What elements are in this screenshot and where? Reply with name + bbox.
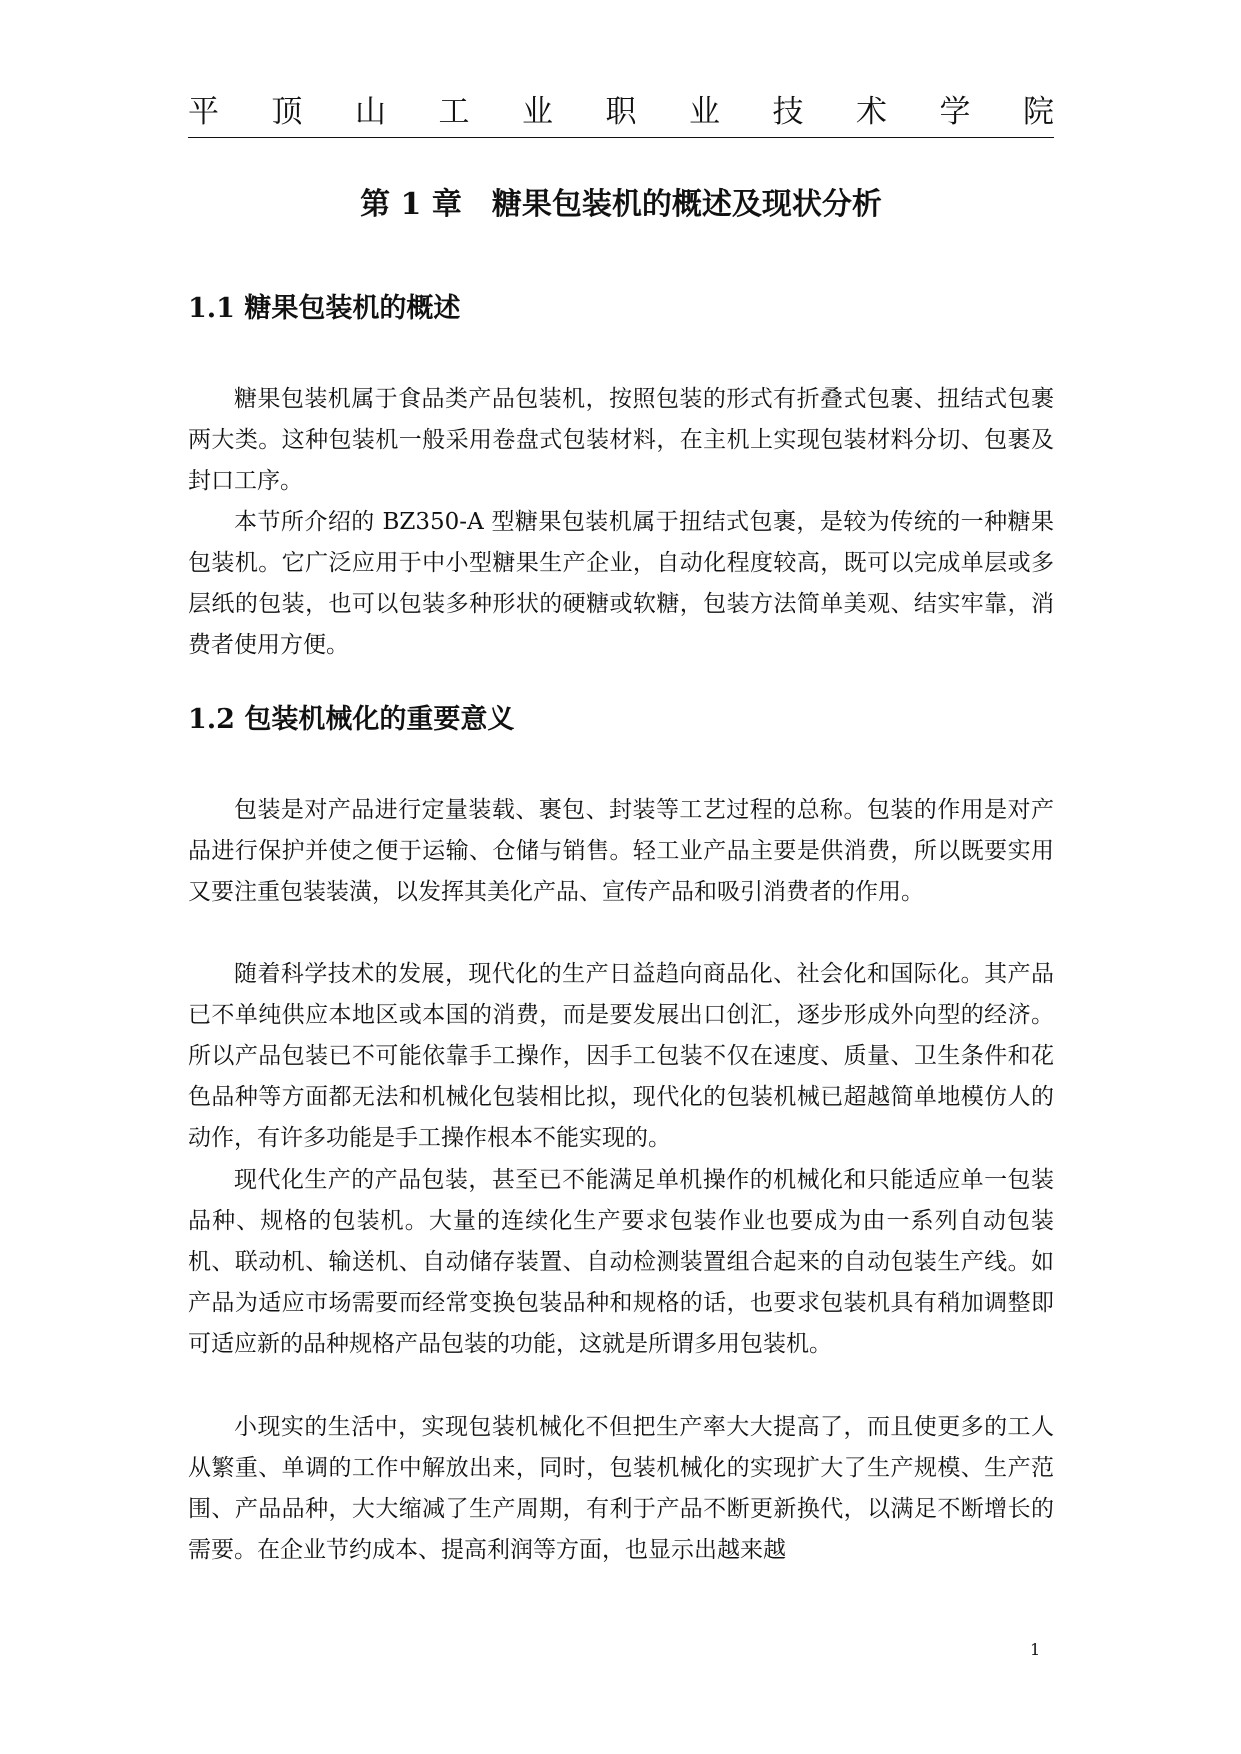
running-header [188,92,1054,132]
paragraph: 糖果包装机属于食品类产品包装机，按照包装的形式有折叠式包裹、扭结式包裹两大类。这种包装机一般采用卷盘式包装材料，在主机上实现包装材料分切、包裹及封口工序。 [188,386,1054,494]
header-char: 工 [438,94,470,130]
section-heading-1-2: 1.2 包装机械化的重要意义 [188,704,515,735]
paragraph: 现代化生产的产品包装，甚至已不能满足单机操作的机械化和只能适应单一包装品种、规格的包装机。大量的连续化生产要求包装作业也要成为由一系列自动包装机、联动机、输送机、自动储存装置、自动检测装置组合起来的自动包装生产线。如产品为适应市场需要而经常变换包装品种和规格的话，也要求包装机具有稍加调整即可适应新的品种规格产品包装的功能，这就是所谓多用包装机。 [188,1167,1054,1357]
paragraph: 随着科学技术的发展，现代化的生产日益趋向商品化、社会化和国际化。其产品已不单纯供应本地区或本国的消费，而是要发展出口创汇，逐步形成外向型的经济。所以产品包装已不可能依靠手工操作，因手工包装不仅在速度、质量、卫生条件和花色品种等方面都无法和机械化包装相比拟，现代化的包装机械已超越简单地模仿人的动作，有许多功能是手工操作根本不能实现的。 [188,961,1054,1151]
section-heading-1-1: 1.1 糖果包装机的概述 [188,293,461,324]
header-char: 山 [355,94,386,130]
header-char: 业 [522,94,553,130]
header-char: 院 [1023,94,1054,130]
header-char: 顶 [271,94,303,130]
header-char: 业 [689,94,720,130]
paragraph: 小现实的生活中，实现包装机械化不但把生产率大大提高了，而且使更多的工人从繁重、单调的工作中解放出来，同时，包装机械化的实现扩大了生产规模、生产范围、产品品种，大大缩减了生产周期，有利于产品不断更新换代，以满足不断增长的需要。在企业节约成本、提高利润等方面，也显示出越来越 [188,1414,1054,1563]
paragraph: 本节所介绍的 BZ350-A 型糖果包装机属于扭结式包裹，是较为传统的一种糖果包装机。它广泛应用于中小型糖果生产企业，自动化程度较高，既可以完成单层或多层纸的包装，也可以包装多种形状的硬糖或软糖，包装方法简单美观、结实牢靠，消费者使用方便。 [188,509,1054,658]
header-char: 术 [856,94,887,130]
header-char: 平 [188,94,219,130]
paragraph: 包装是对产品进行定量装载、裹包、封装等工艺过程的总称。包装的作用是对产品进行保护并使之便于运输、仓储与销售。轻工业产品主要是供消费，所以既要实用又要注重包装装潢，以发挥其美化产品、宣传产品和吸引消费者的作用。 [188,797,1054,905]
header-char: 技 [772,94,804,130]
header-rule [188,137,1054,138]
header-char: 职 [605,94,637,130]
header-char: 学 [939,94,971,130]
page-number: 1 [1030,1640,1041,1659]
chapter-title: 第 1 章 糖果包装机的概述及现状分析 [360,187,882,222]
